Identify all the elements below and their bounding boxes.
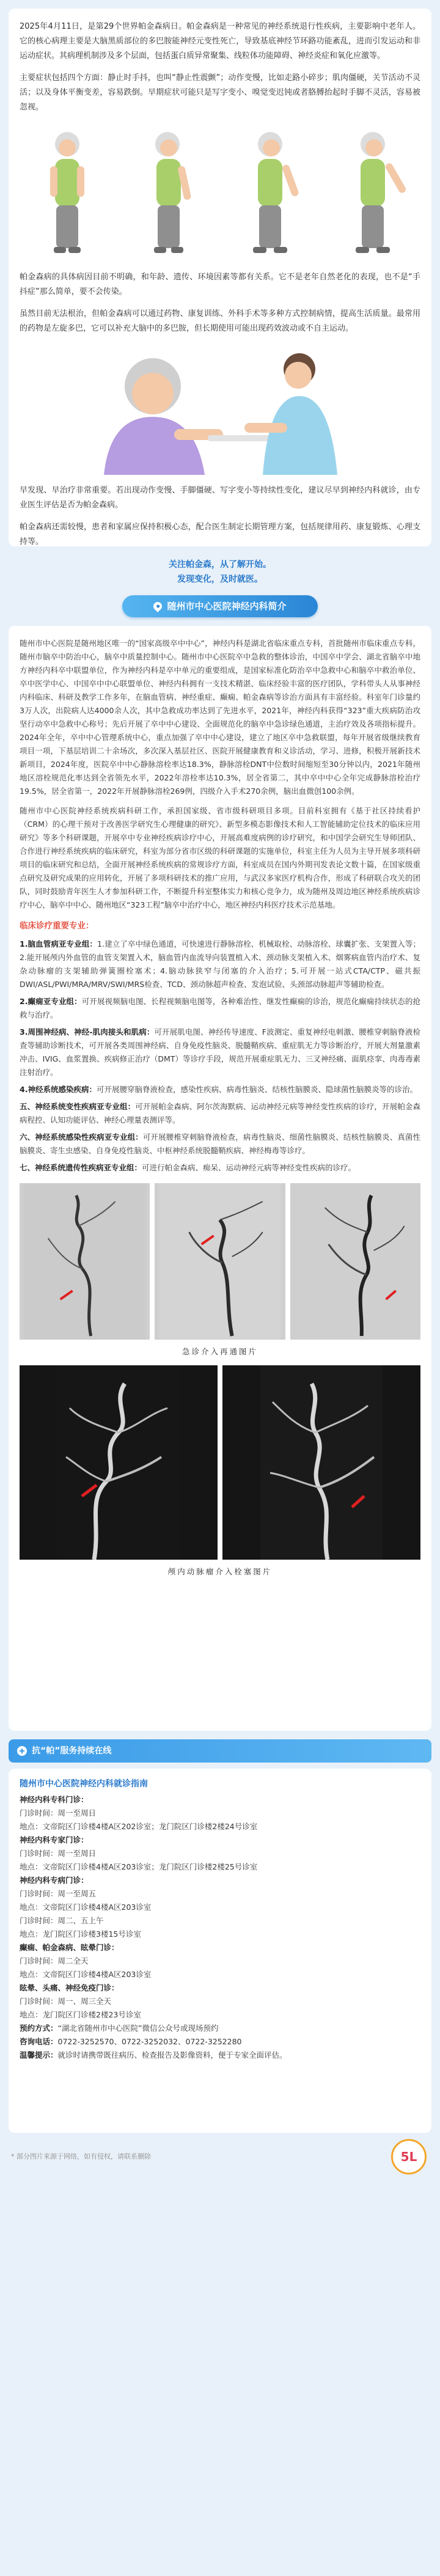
clinic-line: 地点：龙门院区门诊楼3楼15号诊室	[20, 1929, 141, 1939]
clinic-group	[20, 1981, 420, 2022]
subspecialty-item	[20, 938, 420, 991]
department-text	[20, 637, 420, 1175]
intro-paragraph: 早发现、早治疗非常重要。若出现动作变慢、手脚僵硬、写字变小等持续性变化，建议尽早到神经内科就诊，由专业医生评估是否为帕金森病。	[20, 486, 420, 510]
service-strip-text: 抗“帕”服务持续在线	[32, 1746, 112, 1756]
clinic-line: 门诊时间：周一至周五	[20, 1889, 97, 1898]
clinic-group	[20, 1833, 420, 1874]
clinic-line: 门诊时间：周一、周三全天	[20, 1997, 112, 2006]
department-title-banner	[122, 595, 318, 617]
subspecialty-heading: 六、神经系统感染性疾病亚专业组：	[20, 1132, 143, 1142]
phone-value[interactable]: 0722-3252570、0722-3252032、0722-3252280	[57, 2037, 242, 2046]
clinic-line: 地点：文帝院区门诊楼4楼A区203诊室	[20, 1903, 152, 1912]
subspecialty-heading: 2.癫痫亚专业组：	[20, 997, 82, 1006]
intro-paragraph: 虽然目前无法根治，但帕金森病可以通过药物、康复训练、外科手术等多种方式控制病情，提高生活质量。最常用的药物是左旋多巴，它可以补充大脑中的多巴胺，但长期使用可能出现药效波动或不自主运动。	[20, 309, 420, 333]
section-title: 临床诊疗重要专业：	[20, 921, 94, 931]
subspecialty-heading: 3.周围神经病、神经-肌肉接头和肌病：	[20, 1027, 155, 1037]
clinic-group-heading: 癫痫、帕金森病、眩晕门诊：	[20, 1943, 119, 1952]
booking-label: 预约方式：	[20, 2024, 58, 2033]
subspecialty-body: 可开展腰穿脑脊液检查，感染性疾病、病毒性脑炎、结核性脑膜炎、隐球菌性脑膜炎等的诊治。	[96, 1085, 417, 1094]
angiography-image	[155, 1183, 285, 1340]
subspecialty-body: 1.建立了卒中绿色通道，可快速进行静脉溶栓、机械取栓、动脉溶栓、球囊扩张、支架置入等；2.能开展颅内外血管的血管支架置入术，脑血管内血流导向装置植入术、颈动脉支架植入术、烟雾病血管内治疗术、复杂动脉瘤的支架辅助弹簧圈栓塞术；4.脑动脉狭窄与闭塞的介入治疗；5.可开展一站式CTA/CTP、磁共振DWI/ASL/PWI/MRA/MRV/SWI/MRS检查、TCD、颈动脉超声检查、发泡试验、头颈部动脉超声等辅助检查。	[20, 939, 420, 989]
elderly-figure	[336, 127, 408, 263]
subspecialty-heading: 4.神经系统感染疾病：	[20, 1085, 97, 1094]
subspecialty-item	[20, 1083, 420, 1096]
intro-paragraph: 帕金森病还需较慢，患者和家属应保持积极心态，配合医生制定长期管理方案，包括规律用药、康复锻炼、心理支持等。	[20, 523, 420, 546]
slogan-line: 关注帕金森，从了解开始。	[169, 560, 271, 570]
reminder-label: 温馨提示：	[20, 2050, 58, 2060]
department-paragraph: 随州市中心医院是随州地区唯一的“国家高级卒中中心”，神经内科是湖北省临床重点专科，首批随州市临床重点专科，随州市脑卒中防治中心，脑卒中质量控制中心。随州市中心医院卒中急救的整体诊治，中国卒中学会、湖北省脑卒中地方神经内科卒中联盟单位，作为神经内科是卒中单元的重要组成，是国家标准化防治卒中急救中心和脑卒中救治单位、卒中医学中心、中国卒中中心联盟单位、神经内科拥有一支技术精湛、临床经验丰富的医疗团队，学科带头人从事神经内科临床、科研及教学工作多年，在脑血管病、神经重症、癫痫、帕金森病等诊治方面具有丰富经验。科室年门诊量约3万人次，出院病人达4000余人次，其中急救成功率达到了先进水平，2021年，神经内科获得“323”重大疾病防治攻坚行动卒中急救中心称号；先后开展了卒中中心建设、全面规范化的脑卒中急诊绿色通道，主治疗效及各项指标提升。2024年全年，卒中中心管理系统中心，重点加强了卒中中心建设，建立了地区卒中急救联盟，每年开展省级继续教育项目一项，下基层培训二十余场次，多次深入基层社区、医院开展健康教育和义诊活动，学习、进修，积极开展新技术新项目，2024年度，医院卒中中心静脉溶栓率达18.3%，静脉溶栓DNT中位数时间缩短至30分钟以内，2021年随州地区溶栓规范化率达到全省领先水平，2022年溶栓率达10.3%，居全省第二，其中卒中中心全年完成静脉溶栓治疗19.5%，居全省第一，2022年开展静脉溶栓269例，四级介入手术270余例，脑出血微创100余例。	[20, 639, 420, 796]
subspecialty-heading: 七、神经系统遗传性疾病亚专业组：	[20, 1163, 142, 1172]
clinic-line: 地点：龙门院区门诊楼2楼23号诊室	[20, 2010, 141, 2019]
slogan-line: 发现变化，及时就医。	[177, 574, 263, 584]
article-page	[0, 9, 440, 2181]
clinic-line: 地点：文帝院区门诊楼4楼A区203诊室	[20, 1970, 152, 1979]
location-pin-icon	[152, 600, 164, 612]
elderly-figure	[32, 127, 104, 263]
department-intro-card	[9, 626, 431, 1731]
medical-plus-icon	[17, 1746, 27, 1756]
booking-value: “湖北省随州市中心医院”微信公众号或现场预约	[57, 2024, 219, 2033]
slogan	[0, 557, 440, 587]
clinic-group	[20, 1793, 420, 1833]
subspecialty-item	[20, 1161, 420, 1175]
elderly-figure	[133, 127, 205, 263]
clinic-group-heading: 神经内科专科门诊：	[20, 1795, 89, 1804]
copyright-note: * 部分图片来源于网络，如有侵权，请联系删除	[11, 2152, 151, 2160]
brand-logo-text: 5L	[400, 2149, 417, 2164]
service-strip	[9, 1739, 431, 1763]
intro-paragraph: 帕金森病的具体病因目前不明确，和年龄、遗传、环境因素等都有关系。它不是老年自然老化的表现，也不是“手抖症”那么简单，要不会传染。	[20, 273, 420, 296]
clinic-line: 门诊时间：周一至周日	[20, 1849, 97, 1858]
subspecialty-body: 可开展帕金森病、阿尔茨海默病、运动神经元病等神经变性疾病的诊疗，开展帕金森病程控、认知功能评估、神经心理量表测评等。	[20, 1102, 420, 1125]
subspecialty-item	[20, 1131, 420, 1158]
subspecialty-body: 可开展视频脑电图、长程视频脑电图等，各种难治性、继发性癫痫的诊治，规范化癫痫持续状态的抢救与治疗。	[20, 997, 420, 1019]
subspecialty-item	[20, 995, 420, 1022]
clinic-line: 地点：文帝院区门诊楼4楼A区203诊室；龙门院区门诊楼2楼25号诊室	[20, 1862, 258, 1871]
clinic-line: 门诊时间：周二、五上午	[20, 1916, 104, 1925]
department-paragraph: 随州市中心医院神经系统疾病科研工作，承担国家级、省市级科研项目多项。目前科室拥有《基于社区持续看护（CRM）的心理干预对于改善医学研究生心理健康的研究》、新型多模态影像技术和人工智能辅助定位技术的临床应用研究》等多个科研课题，开展卒中专业神经疾病诊疗中心，开展高难度病例的诊疗研究，和中国学会研究生导师团队、合作进行神经系统疾病的临床研究，科室为部分省市区级的科研课题的实施单位，科室主任为人员为主导开展多项科研项目的临床研究和总结，全面开展神经系统疾病的常规诊疗方面，科室成员在国内外期刊发表论文数十篇，在国家级重点研究及研究成果的应用转化，开展了多项科研技术的推广应用，与武汉多家医疗机构合作，形成了科研联合攻关的团队，同时鼓励青年医生人才参加科研工作，不断提升科室整体实力和核心竞争力，成为随州及周边地区神经系统疾病诊疗中心，脑卒中中心、随州地区“323工程”脑卒中治疗中心，地区神经内科医疗技术示范基地。	[20, 806, 420, 909]
page-footer	[0, 2133, 440, 2181]
image-caption: 急诊介入再通图片	[182, 1347, 258, 1356]
aneurysm-image	[20, 1365, 218, 1560]
intro-paragraph: 2025年4月11日，是第29个世界帕金森病日。帕金森病是一种常见的神经系统退行性疾病，主要影响中老年人。它的核心病理主要是大脑黑质部位的多巴胺能神经元变性死亡，导致基底神经节环路功能紊乱，进而引发运动和非运动症状。其病理机制涉及多个层面，包括蛋白质异常聚集、线粒体功能障碍、神经炎症和氧化应激等。	[20, 22, 420, 61]
scan-row	[20, 1183, 420, 1340]
booking-info	[20, 2022, 420, 2035]
angiography-image	[20, 1183, 150, 1340]
subspecialty-body: 可开展腰椎穿刺脑脊液检查，病毒性脑炎、细菌性脑膜炎、结核性脑膜炎、真菌性脑膜炎、寄生虫感染、自身免疫性脑炎、中枢神经系统脱髓鞘疾病、神经梅毒等诊疗。	[20, 1132, 420, 1155]
parkinson-intro-card	[9, 9, 431, 546]
subspecialty-body: 可开展肌电图、神经传导速度、F波测定、重复神经电刺激、腰椎穿刺脑脊液检查等辅助诊断技术，可开展各类周围神经病、自身免疫性脑炎、脱髓鞘疾病、重症肌无力等诊断治疗，开展大剂量激素冲击、IVIG、血浆置换、疾病修正治疗（DMT）等诊疗手段，规范开展重症肌无力、三叉神经痛、面肌痉挛、肉毒毒素注射治疗。	[20, 1027, 420, 1077]
brand-logo	[391, 2139, 427, 2174]
clinic-group-heading: 眩晕、头痛、神经免疫门诊：	[20, 1983, 119, 1992]
clinic-guide-card	[9, 1769, 431, 2133]
elderly-figure	[235, 127, 307, 263]
subspecialty-body: 可进行帕金森病、痴呆、运动神经元病等神经变性疾病的诊疗。	[142, 1163, 356, 1172]
intro-paragraph: 主要症状包括四个方面：静止时手抖，也叫“静止性震颤”；动作变慢，比如走路小碎步；肌肉僵硬，关节活动不灵活；以及身体平衡变差，容易跌倒。早期症状可能只是写字变小、嗅觉变迟钝或者胳膊抬起时手脚不灵活，容易被忽视。	[20, 73, 420, 112]
department-title: 随州市中心医院神经内科简介	[167, 601, 287, 612]
clinic-group-heading: 神经内科专病门诊：	[20, 1876, 89, 1885]
angiography-images	[20, 1183, 420, 1579]
image-caption: 颅内动脉瘤介入栓塞图片	[167, 1567, 273, 1576]
clinic-group-heading: 神经内科专家门诊：	[20, 1835, 89, 1844]
clinic-group	[20, 1874, 420, 1941]
phone-info	[20, 2035, 420, 2049]
clinic-line: 门诊时间：周二全天	[20, 1956, 89, 1965]
aneurysm-image	[222, 1365, 420, 1560]
scan-row	[20, 1365, 420, 1560]
reminder-info	[20, 2049, 420, 2062]
subspecialty-heading: 五、神经系统变性疾病亚专业组：	[20, 1102, 136, 1111]
walking-figures-illustration	[20, 122, 420, 263]
subspecialty-item	[20, 1026, 420, 1079]
clinic-group	[20, 1941, 420, 1981]
clinic-guide-title: 随州市中心医院神经内科就诊指南	[20, 1779, 148, 1789]
subspecialty-item	[20, 1100, 420, 1127]
subspecialty-heading: 1.脑血管病亚专业组：	[20, 939, 98, 949]
reminder-value: 就诊时请携带既往病历、检查报告及影像资料，便于专家全面评估。	[57, 2050, 287, 2060]
clinic-line: 门诊时间：周一至周日	[20, 1808, 97, 1818]
angiography-image	[290, 1183, 420, 1340]
phone-label: 咨询电话：	[20, 2037, 58, 2046]
doctor-patient-illustration	[20, 343, 420, 475]
clinic-line: 地点：文帝院区门诊楼4楼A区202诊室；龙门院区门诊楼2楼24号诊室	[20, 1822, 258, 1831]
